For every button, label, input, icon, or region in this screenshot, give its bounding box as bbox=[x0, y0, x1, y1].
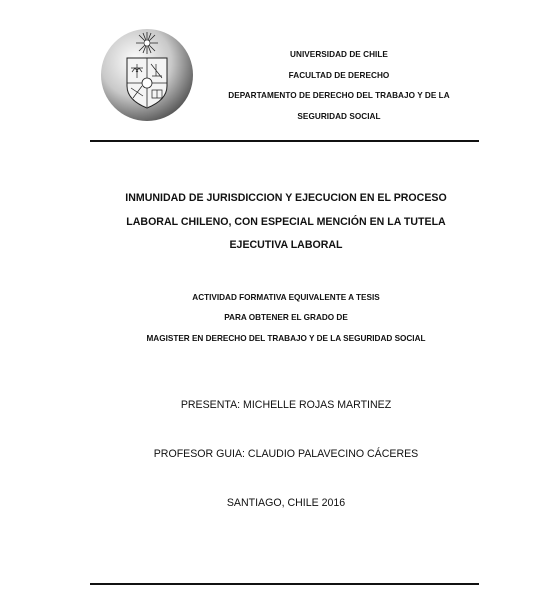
degree-line-2: PARA OBTENER EL GRADO DE bbox=[224, 313, 348, 323]
header-university: UNIVERSIDAD DE CHILE bbox=[290, 50, 388, 59]
header-department-cont: SEGURIDAD SOCIAL bbox=[297, 111, 381, 121]
bottom-divider bbox=[90, 583, 479, 585]
degree-line-3: MAGISTER EN DERECHO DEL TRABAJO Y DE LA SEGURIDAD SOCIAL bbox=[146, 333, 426, 343]
header-faculty: FACULTAD DE DERECHO bbox=[288, 70, 390, 80]
degree-line-1: ACTIVIDAD FORMATIVA EQUIVALENTE A TESIS bbox=[192, 293, 380, 302]
title-line-1: INMUNIDAD DE JURISDICCION Y EJECUCION EN EL PROCESO bbox=[125, 192, 447, 204]
degree-statement bbox=[96, 288, 476, 349]
thesis-title bbox=[96, 187, 476, 258]
header-department: DEPARTAMENTO DE DERECHO DEL TRABAJO Y DE LA bbox=[228, 91, 450, 100]
title-line-3: EJECUTIVA LABORAL bbox=[229, 239, 343, 252]
institution-header bbox=[196, 45, 482, 127]
place-date-line: SANTIAGO, CHILE 2016 bbox=[226, 497, 346, 509]
university-seal-icon bbox=[100, 28, 194, 122]
author-line: PRESENTA: MICHELLE ROJAS MARTINEZ bbox=[180, 399, 392, 411]
title-line-2: LABORAL CHILENO, CON ESPECIAL MENCIÓN EN LA TUTELA bbox=[126, 215, 446, 228]
top-divider bbox=[90, 140, 479, 142]
advisor-line: PROFESOR GUIA: CLAUDIO PALAVECINO CÁCERES bbox=[153, 448, 419, 460]
